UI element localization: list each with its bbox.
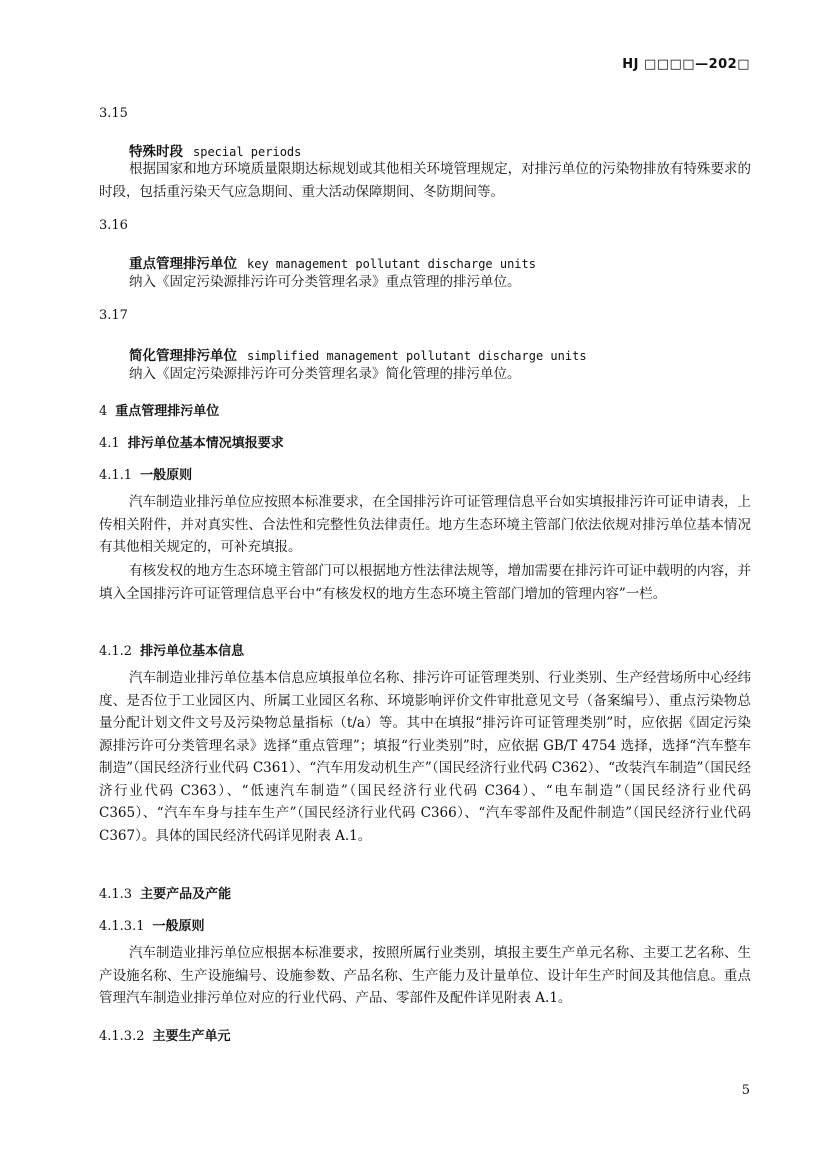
section-number: 4.1.1	[99, 468, 133, 483]
term-english: special periods	[193, 145, 302, 159]
section-number: 4.1	[99, 436, 120, 451]
section-heading-4-1-3	[99, 883, 231, 902]
section-title: 排污单位基本情况填报要求	[127, 436, 284, 451]
section-number: 4.1.3.2	[99, 1029, 145, 1044]
page-number: 5	[741, 1083, 750, 1098]
section-title: 排污单位基本信息	[140, 644, 245, 659]
paragraph: 汽车制造业排污单位应根据本标准要求，按照所属行业类别，填报主要生产单元名称、主要工艺名称、生产设施名称、生产设施编号、设施参数、产品名称、生产能力及计量单位、设计年生产时间及其他信息。重点管理汽车制造业排污单位对应的行业代码、产品、零部件及配件详见附表 A.1。	[99, 945, 751, 1006]
section-heading-4-1-1	[99, 464, 192, 483]
section-title: 一般原则	[140, 468, 193, 483]
section-heading-4	[99, 400, 219, 419]
paragraph: 汽车制造业排污单位基本信息应填报单位名称、排污许可证管理类别、行业类别、生产经营场所中心经纬度、是否位于工业园区内、所属工业园区名称、环境影响评价文件审批意见文号（备案编号）、重点污染物总量分配计划文件文号及污染物总量指标（t/a）等。其中在填报“排污许可证管理类别”时，应依据《固定污染源排污许可分类管理名录》选择“重点管理”；填报“行业类别”时，应依据 GB/T 4754 选择，选择“汽车整车制造”（国民经济行业代码 C361）、“汽车用发动机生产”（国民经济行业代码 C362）、“改装汽车制造”（国民经济行业代码 C363）、“低速汽车制造”（国民经济行业代码 C364）、“电车制造”（国民经济行业代码 C365）、“汽车车身与挂车生产”（国民经济行业代码 C366）、“汽车零部件及配件制造”（国民经济行业代码 C367）。具体的国民经济代码详见附表 A.1。	[99, 670, 751, 844]
section-heading-4-1-3-1	[99, 915, 205, 934]
term-chinese: 重点管理排污单位	[129, 256, 237, 272]
document-code-header: HJ □□□□—202□	[622, 57, 750, 72]
term-english: simplified management pollutant discharge units	[247, 349, 587, 363]
section-title: 主要生产单元	[152, 1029, 231, 1044]
section-number: 4.1.3	[99, 887, 133, 902]
term-number: 3.17	[99, 308, 128, 323]
section-heading-4-1-2	[99, 640, 244, 659]
paragraph: 有核发权的地方生态环境主管部门可以根据地方性法律法规等，增加需要在排污许可证中载明的内容，并填入全国排污许可证管理信息平台中“有核发权的地方生态环境主管部门增加的管理内容”一栏。	[99, 563, 751, 602]
term-definition: 根据国家和地方环境质量限期达标规划或其他相关环境管理规定，对排污单位的污染物排放有特殊要求的时段，包括重污染天气应急期间、重大活动保障期间、冬防期间等。	[99, 161, 751, 200]
section-number: 4.1.2	[99, 644, 133, 659]
section-title: 主要产品及产能	[140, 887, 232, 902]
term-definition: 纳入《固定污染源排污许可分类管理名录》重点管理的排污单位。	[129, 274, 521, 290]
term-title	[129, 140, 301, 160]
paragraph: 汽车制造业排污单位应按照本标准要求，在全国排污许可证管理信息平台如实填报排污许可证申请表，上传相关附件，并对真实性、合法性和完整性负法律责任。地方生态环境主管部门依法依规对排污单位基本情况有其他相关规定的，可补充填报。	[99, 494, 751, 555]
term-title	[129, 252, 536, 272]
section-number: 4.1.3.1	[99, 919, 145, 934]
term-definition: 纳入《固定污染源排污许可分类管理名录》简化管理的排污单位。	[129, 366, 521, 382]
section-heading-4-1-3-2	[99, 1025, 231, 1044]
section-title: 一般原则	[152, 919, 205, 934]
term-title	[129, 344, 587, 364]
term-number: 3.15	[99, 106, 128, 121]
term-chinese: 特殊时段	[129, 144, 183, 160]
term-chinese: 简化管理排污单位	[129, 348, 237, 364]
section-heading-4-1	[99, 432, 284, 451]
term-english: key management pollutant discharge units	[247, 257, 536, 271]
term-number: 3.16	[99, 218, 128, 233]
section-number: 4	[99, 404, 108, 419]
section-title: 重点管理排污单位	[115, 404, 220, 419]
